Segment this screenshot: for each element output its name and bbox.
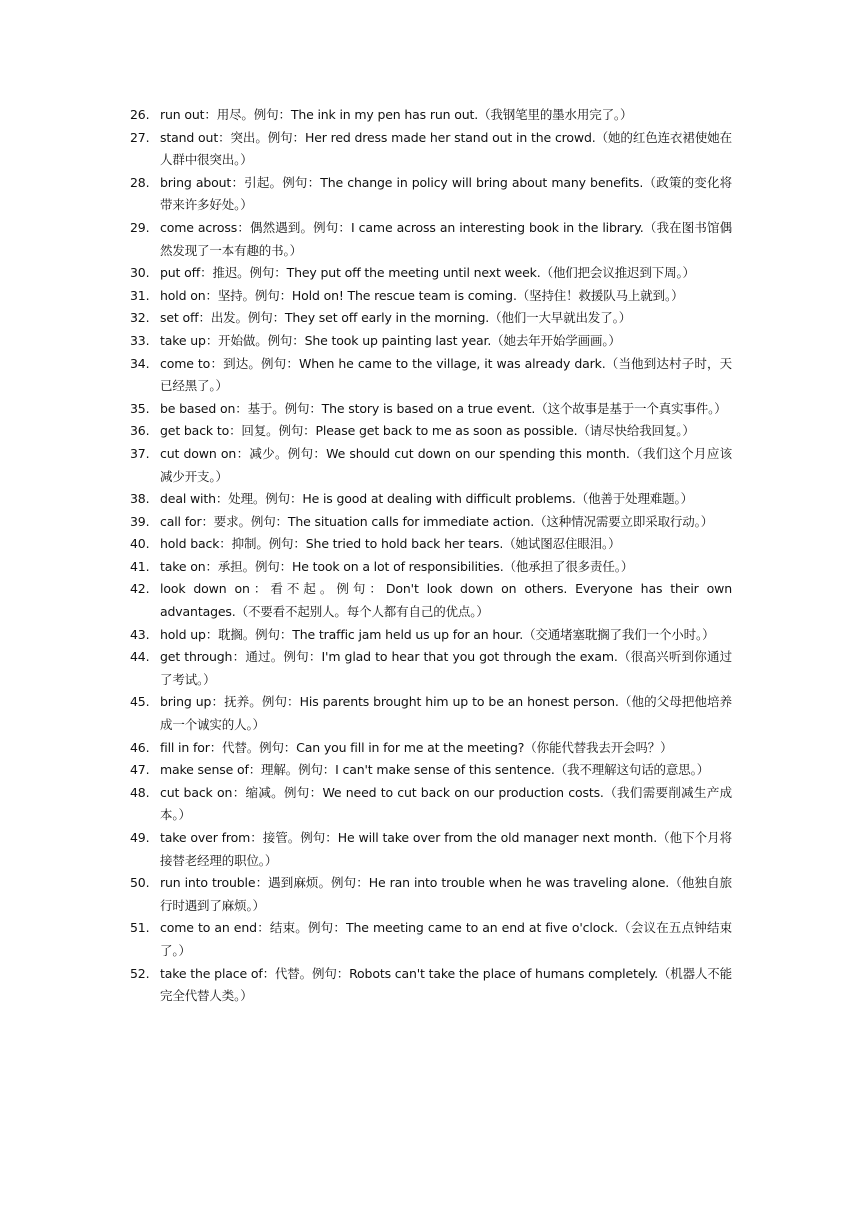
item-number: 28. xyxy=(130,174,150,190)
item-number: 46. xyxy=(130,739,150,755)
item-text: look down on：看不起。例句：Don't look down on others. Everyone has their own advantages.（不要看不起别人。每个人都有自己的优点。） xyxy=(160,581,732,620)
list-item xyxy=(130,104,732,127)
item-number: 36. xyxy=(130,423,150,439)
list-item xyxy=(130,127,732,172)
item-number: 40. xyxy=(130,536,150,552)
item-number: 42. xyxy=(130,581,150,597)
item-number: 49. xyxy=(130,830,150,845)
list-item xyxy=(130,827,732,872)
item-text: take over from：接管。例句：He will take over from the old manager next month.（他下个月将接替老经理的职位。） xyxy=(160,830,732,868)
list-item xyxy=(130,872,732,917)
list-item xyxy=(130,917,732,962)
item-number: 52. xyxy=(130,965,150,981)
item-text: put off：推迟。例句：They put off the meeting until next week.（他们把会议推迟到下周。） xyxy=(160,265,695,281)
list-item xyxy=(130,533,732,556)
item-text: cut down on：减少。例句：We should cut down on our spending this month.（我们这个月应该减少开支。） xyxy=(160,445,732,484)
item-number: 39. xyxy=(130,513,150,529)
item-text: run out：用尽。例句：The ink in my pen has run out.（我钢笔里的墨水用完了。） xyxy=(160,107,633,122)
item-text: run into trouble：遇到麻烦。例句：He ran into trouble when he was traveling alone.（他独自旅行时遇到了麻烦。） xyxy=(160,875,732,913)
list-item xyxy=(130,759,732,782)
item-text: be based on：基于。例句：The story is based on a true event.（这个故事是基于一个真实事件。） xyxy=(160,400,727,416)
list-item xyxy=(130,398,732,421)
list-item xyxy=(130,172,732,217)
item-text: cut back on：缩减。例句：We need to cut back on our production costs.（我们需要削减生产成本。） xyxy=(160,784,732,823)
item-text: bring up：抚养。例句：His parents brought him up to be an honest person.（他的父母把他培养成一个诚实的人。） xyxy=(160,694,732,733)
item-text: call for：要求。例句：The situation calls for immediate action.（这种情况需要立即采取行动。） xyxy=(160,513,714,529)
item-text: get through：通过。例句：I'm glad to hear that you got through the exam.（很高兴听到你通过了考试。） xyxy=(160,649,732,687)
list-item xyxy=(130,217,732,262)
item-text: take on：承担。例句：He took on a lot of responsibilities.（他承担了很多责任。） xyxy=(160,558,634,574)
phrase-list xyxy=(0,104,860,1008)
item-text: take up：开始做。例句：She took up painting last year.（她去年开始学画画。） xyxy=(160,332,621,348)
item-text: fill in for：代替。例句：Can you fill in for me at the meeting?（你能代替我去开会吗？） xyxy=(160,739,673,755)
list-item xyxy=(130,556,732,579)
item-text: hold up：耽搁。例句：The traffic jam held us up for an hour.（交通堵塞耽搁了我们一个小时。） xyxy=(160,626,715,642)
document-page xyxy=(0,104,860,1008)
item-text: hold back：抑制。例句：She tried to hold back her tears.（她试图忍住眼泪。） xyxy=(160,536,621,552)
item-number: 37. xyxy=(130,445,150,461)
item-text: deal with：处理。例句：He is good at dealing with difficult problems.（他善于处理难题。） xyxy=(160,491,693,507)
item-text: hold on：坚持。例句：Hold on! The rescue team is coming.（坚持住！救援队马上就到。） xyxy=(160,287,684,303)
item-text: take the place of：代替。例句：Robots can't take the place of humans completely.（机器人不能完全代替人类。） xyxy=(160,965,732,1004)
item-text: bring about：引起。例句：The change in policy will bring about many benefits.（政策的变化将带来许多好处。） xyxy=(160,174,732,213)
item-text: set off：出发。例句：They set off early in the morning.（他们一大早就出发了。） xyxy=(160,310,632,326)
item-number: 50. xyxy=(130,875,150,891)
item-number: 45. xyxy=(130,694,150,710)
item-number: 26. xyxy=(130,107,150,122)
item-number: 33. xyxy=(130,332,150,348)
list-item xyxy=(130,307,732,330)
list-item xyxy=(130,262,732,285)
item-number: 34. xyxy=(130,355,150,371)
list-item xyxy=(130,353,732,398)
list-item xyxy=(130,624,732,647)
list-item xyxy=(130,330,732,353)
list-item xyxy=(130,488,732,511)
item-number: 44. xyxy=(130,649,150,665)
item-number: 41. xyxy=(130,558,150,574)
list-item xyxy=(130,443,732,488)
item-text: come to an end：结束。例句：The meeting came to an end at five o'clock.（会议在五点钟结束了。） xyxy=(160,920,732,958)
item-number: 31. xyxy=(130,287,150,303)
item-text: stand out：突出。例句：Her red dress made her stand out in the crowd.（她的红色连衣裙使她在人群中很突出。） xyxy=(160,129,732,168)
item-number: 51. xyxy=(130,920,150,936)
list-item xyxy=(130,963,732,1008)
list-item xyxy=(130,285,732,308)
item-number: 27. xyxy=(130,129,150,145)
list-item xyxy=(130,691,732,736)
list-item xyxy=(130,646,732,691)
item-number: 48. xyxy=(130,784,150,800)
item-number: 30. xyxy=(130,265,150,281)
item-number: 38. xyxy=(130,491,150,507)
list-item xyxy=(130,782,732,827)
item-text: come across：偶然遇到。例句：I came across an interesting book in the library.（我在图书馆偶然发现了一本有趣的书。） xyxy=(160,219,732,258)
item-number: 43. xyxy=(130,626,150,642)
item-number: 47. xyxy=(130,762,150,778)
list-item xyxy=(130,511,732,534)
list-item xyxy=(130,420,732,443)
item-text: get back to：回复。例句：Please get back to me as soon as possible.（请尽快给我回复。） xyxy=(160,423,695,439)
item-number: 32. xyxy=(130,310,150,326)
item-text: make sense of：理解。例句：I can't make sense of this sentence.（我不理解这句话的意思。） xyxy=(160,762,710,778)
list-item xyxy=(130,578,732,623)
item-number: 35. xyxy=(130,400,150,416)
item-number: 29. xyxy=(130,219,150,235)
item-text: come to：到达。例句：When he came to the village, it was already dark.（当他到达村子时，天已经黑了。） xyxy=(160,355,732,394)
list-item xyxy=(130,737,732,760)
